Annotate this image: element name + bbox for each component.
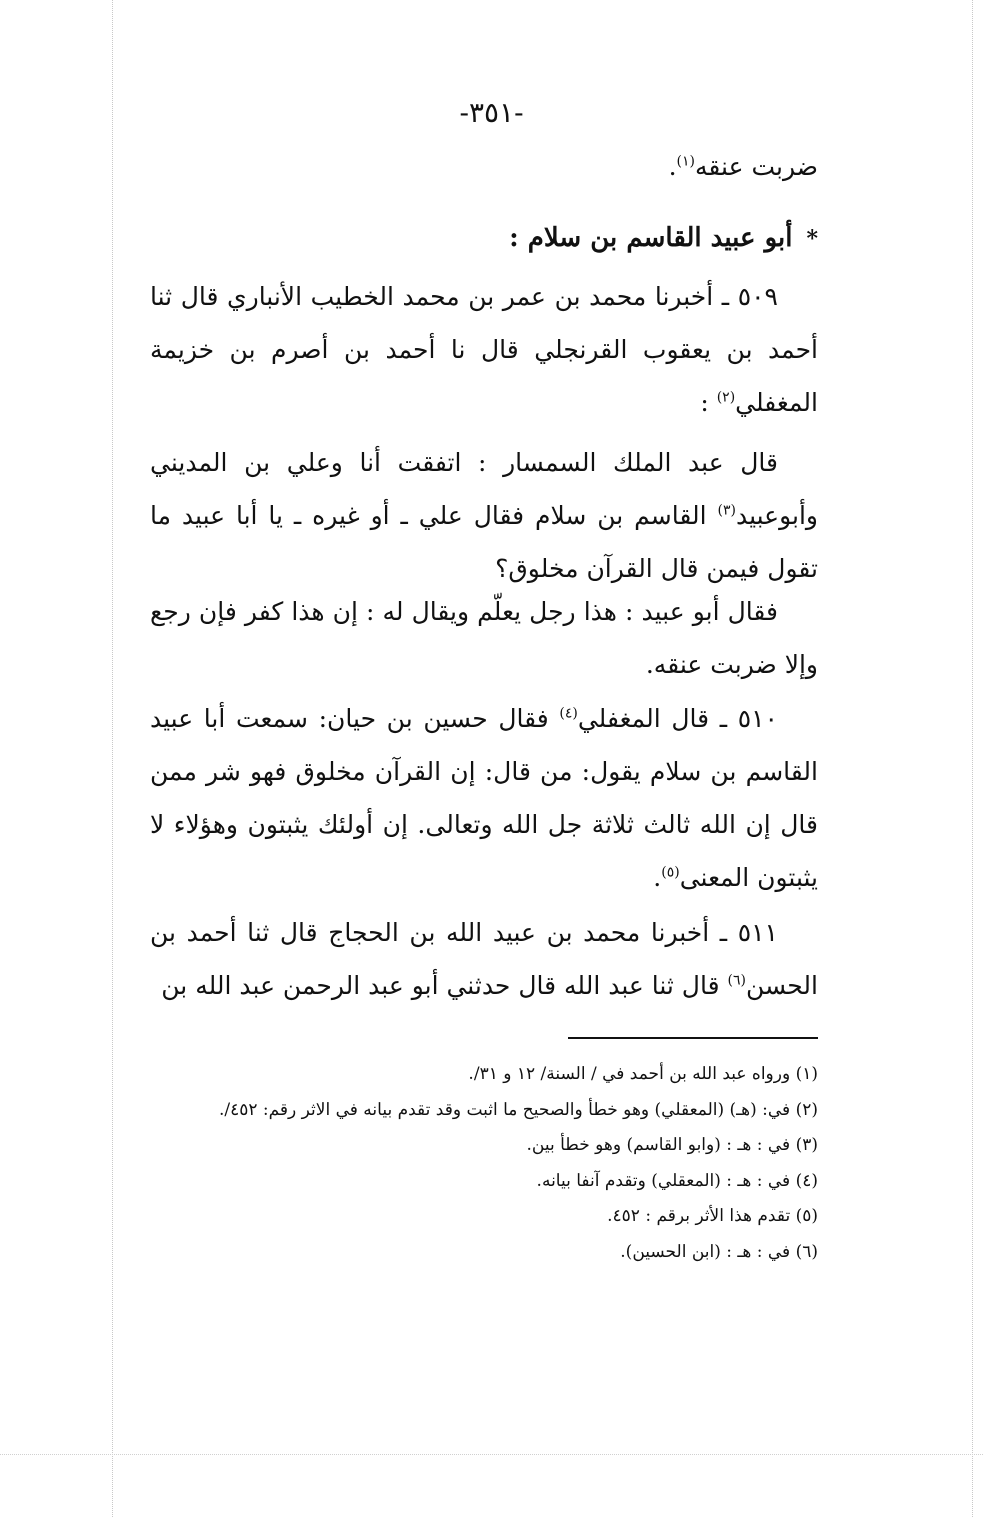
paragraph-abu-ubayd	[150, 585, 818, 691]
scan-bottom-edge	[0, 1454, 983, 1455]
footnote-2: (٢) في: (هـ) (المعقلي) وهو خطأ والصحيح ما اثبت وقد تقدم بيانه في الاثر رقم: ٤٥٢/.	[218, 1099, 818, 1120]
footnote-6: (٦) في : هـ : (ابن الحسين).	[620, 1241, 818, 1262]
footnote-ref-2: (٢)	[716, 389, 736, 406]
paragraph-samsar-text: قال عبد الملك السمسار : اتفقت أنا وعلي بن المديني وأبوعبيد	[150, 448, 818, 530]
footnote-ref-4: (٤)	[559, 705, 578, 722]
footnote-4: (٤) في : هـ : (المعقلي) وتقدم آنفا بيانه.	[536, 1170, 818, 1191]
paragraph-509-end: :	[700, 388, 717, 417]
paragraph-samsar-end: القاسم بن سلام فقال علي ـ أو غيره ـ يا أبا عبيد ما تقول فيمن قال القرآن مخلوق؟	[150, 501, 818, 583]
paragraph-abu-ubayd-text: فقال أبو عبيد : هذا رجل يعلّم ويقال له : إن هذا كفر فإن رجع وإلا ضربت عنقه.	[150, 597, 818, 679]
heading-text: أبو عبيد القاسم بن سلام :	[509, 223, 793, 253]
paragraph-510-text: ٥١٠ ـ قال المغفلي	[577, 704, 778, 733]
paragraph-509	[150, 270, 818, 429]
page-number: -٣٥١-	[459, 96, 524, 129]
opening-line	[150, 140, 818, 193]
paragraph-509-text: ٥٠٩ ـ أخبرنا محمد بن عمر بن محمد الخطيب الأنباري قال ثنا أحمد بن يعقوب القرنجلي قال نا أحمد بن أصرم بن خزيمة المغفلي	[150, 282, 818, 417]
heading-bullet-icon: *	[806, 226, 818, 252]
paragraph-511-end: قال ثنا عبد الله قال حدثني أبو عبد الرحمن عبد الله بن	[161, 971, 728, 1000]
footnote-3: (٣) في : هـ : (وابو القاسم) وهو خطأ بين.	[526, 1135, 818, 1155]
paragraph-510-body: فقال حسين بن حيان: سمعت أبا عبيد القاسم بن سلام يقول: من قال: إن القرآن مخلوق فهو شر ممن قال إن الله ثالث ثلاثة جل الله وتعالى. إن أولئك يثبتون وهؤلاء لا يثبتون المعنى	[150, 704, 818, 892]
opening-text: ضربت عنقه	[695, 152, 818, 181]
footnote-ref-1: (١)	[676, 153, 695, 170]
footnote-ref-3: (٣)	[717, 502, 736, 519]
footnote-ref-6: (٦)	[727, 972, 746, 989]
paragraph-511-text: ٥١١ ـ أخبرنا محمد بن عبيد الله بن الحجاج قال ثنا أحمد بن الحسن	[150, 918, 818, 1000]
footnotes	[150, 1057, 818, 1270]
footnote-ref-5: (٥)	[661, 864, 680, 881]
footnote-divider	[568, 1037, 818, 1039]
scan-right-edge	[972, 0, 973, 1517]
section-heading	[150, 212, 818, 266]
paragraph-samsar	[150, 436, 818, 595]
opening-text-end: .	[668, 152, 677, 181]
paragraph-510-end: .	[653, 863, 662, 892]
paragraph-510	[150, 692, 818, 904]
paragraph-511	[150, 906, 818, 1012]
footnote-5: (٥) تقدم هذا الأثر برقم : ٤٥٢.	[607, 1206, 818, 1226]
scan-left-edge	[112, 0, 113, 1517]
footnote-1: (١) ورواه عبد الله بن أحمد في / السنة/ ١٢ و ٣١/.	[468, 1064, 818, 1084]
